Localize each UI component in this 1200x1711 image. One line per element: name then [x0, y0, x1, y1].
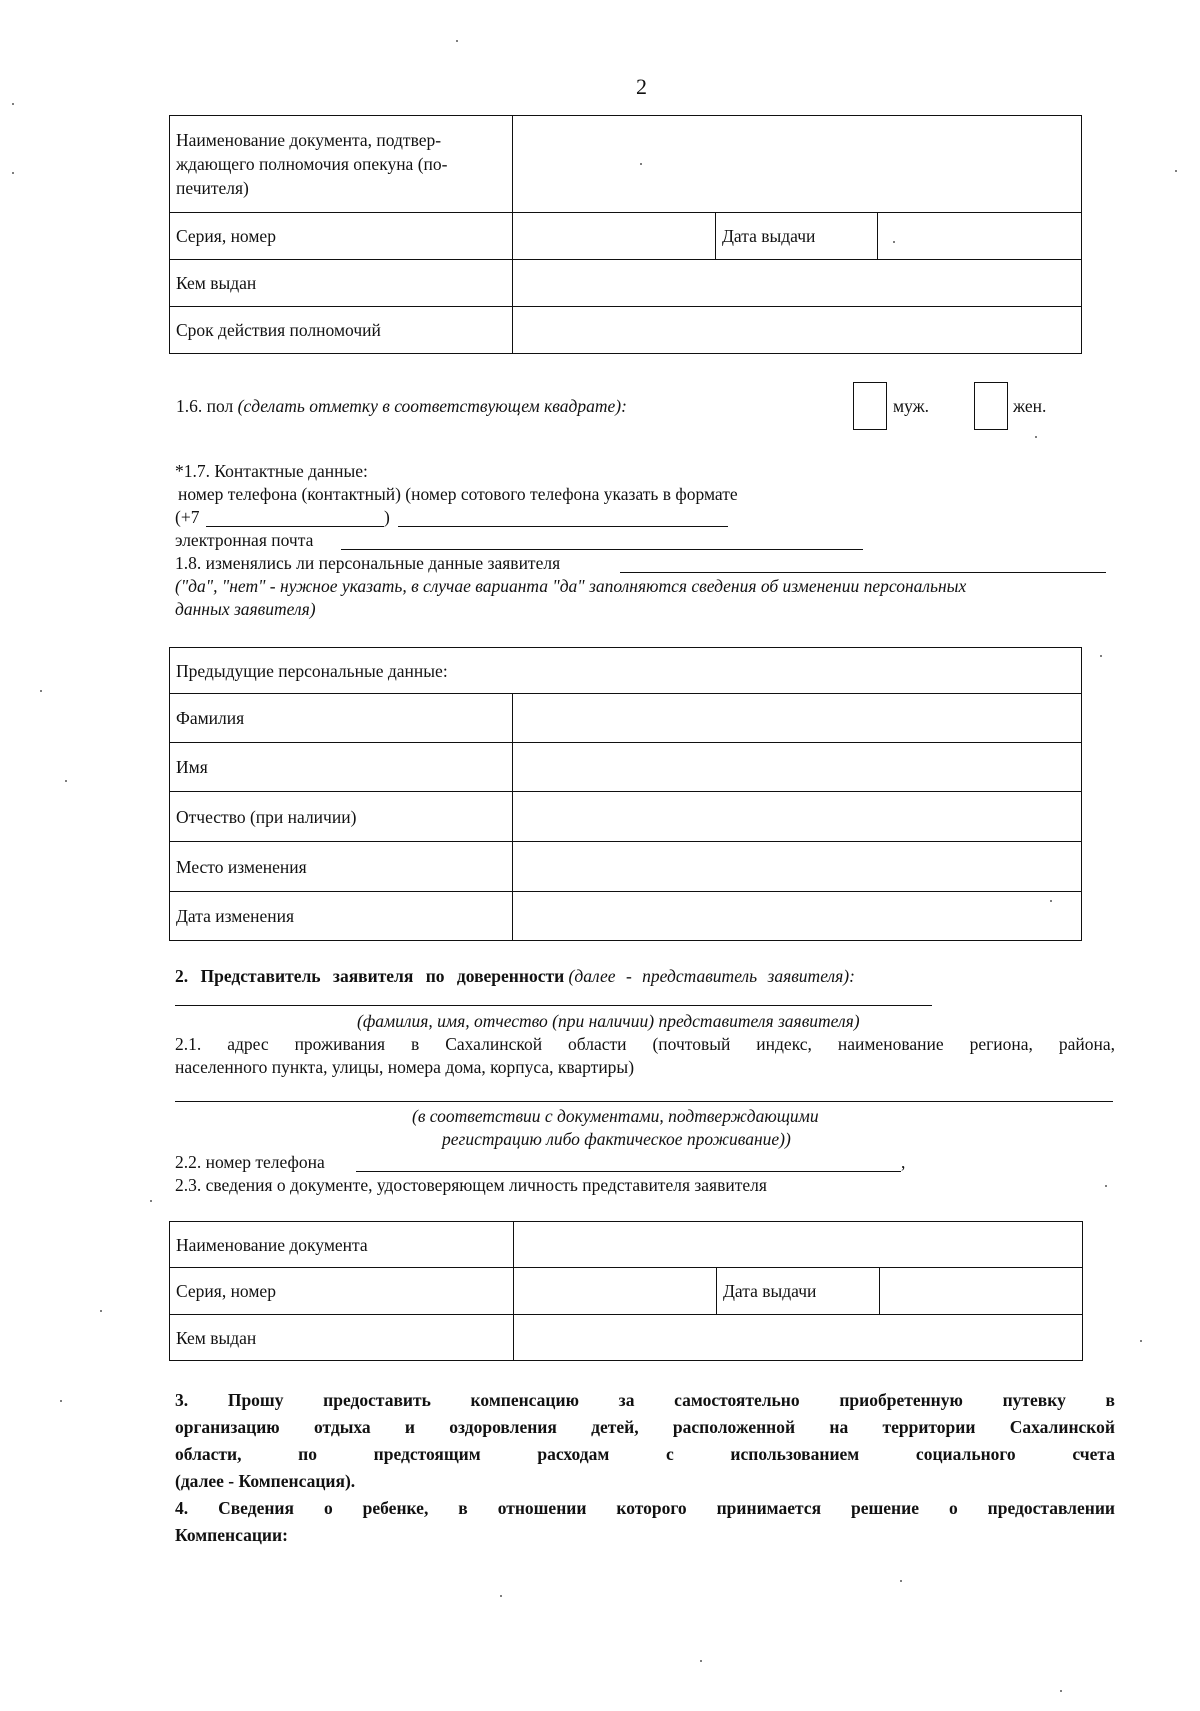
rep-document-label: 2.3. сведения о документе, удостоверяющем личность представителя заявителя	[175, 1175, 767, 1195]
address-line2: населенного пункта, улицы, номера дома, корпуса, квартиры)	[175, 1057, 635, 1077]
gender-label: 1.6. пол	[176, 396, 234, 416]
rep-issued-by-label: Кем выдан	[170, 1315, 514, 1361]
guardian-issued-by-field[interactable]	[513, 260, 1082, 307]
prev-name-field[interactable]	[513, 743, 1082, 792]
prev-patronymic-label: Отчество (при наличии)	[170, 792, 513, 842]
representative-document-table	[169, 1221, 1083, 1361]
contacts-heading: *1.7. Контактные данные:	[175, 461, 368, 481]
prev-surname-label: Фамилия	[170, 694, 513, 743]
change-place-label: Место изменения	[170, 842, 513, 892]
guardian-series-label: Серия, номер	[170, 213, 513, 260]
rep-series-field[interactable]	[514, 1268, 717, 1315]
phone-code-field[interactable]	[206, 526, 384, 527]
address-line1: 2.1. адрес проживания в Сахалинской области (почтовый индекс, наименование региона, района,	[175, 1034, 1115, 1054]
representative-heading-italic: (далее - представитель заявителя):	[568, 966, 855, 986]
guardian-doc-name-line3: печителя)	[176, 178, 249, 198]
prev-patronymic-field[interactable]	[513, 792, 1082, 842]
representative-heading	[175, 966, 855, 987]
changed-hint-line1: ("да", "нет" - нужное указать, в случае варианта "да" заполняются сведения об изменении персональных	[175, 576, 967, 596]
rep-date-field[interactable]	[880, 1268, 1083, 1315]
rep-date-label: Дата выдачи	[717, 1268, 880, 1315]
rep-doc-name-label: Наименование документа	[170, 1222, 514, 1268]
guardian-doc-name-label	[170, 116, 513, 213]
gender-hint: (сделать отметку в соответствующем квадрате):	[237, 396, 627, 416]
phone-number-field[interactable]	[398, 526, 728, 527]
section4-line2: Компенсации:	[175, 1525, 288, 1545]
male-label: муж.	[893, 396, 930, 416]
address-field[interactable]	[175, 1101, 1113, 1102]
previous-data-table	[169, 647, 1082, 941]
email-label: электронная почта	[175, 530, 314, 550]
section3-line1: 3. Прошу предоставить компенсацию за самостоятельно приобретенную путевку в	[175, 1390, 1115, 1410]
section4-line1: 4. Сведения о ребенке, в отношении которого принимается решение о предоставлении	[175, 1498, 1115, 1518]
guardian-doc-name-line1: Наименование документа, подтвер-	[176, 130, 442, 150]
rep-phone-field[interactable]	[356, 1171, 901, 1172]
address-caption-line1: (в соответствии с документами, подтверждающими	[412, 1106, 819, 1126]
guardian-date-field[interactable]	[878, 213, 1082, 260]
change-date-field[interactable]	[513, 892, 1082, 941]
section3-line4: (далее - Компенсация).	[175, 1471, 356, 1491]
guardian-validity-label: Срок действия полномочий	[170, 307, 513, 354]
guardian-doc-name-line2: ждающего полномочия опекуна (по-	[176, 154, 448, 174]
email-field[interactable]	[341, 549, 863, 550]
rep-phone-comma: ,	[901, 1152, 906, 1172]
previous-data-title: Предыдущие персональные данные:	[170, 648, 1082, 694]
representative-name-field[interactable]	[175, 1005, 932, 1006]
changed-hint-line2: данных заявителя)	[175, 599, 316, 619]
guardian-doc-name-field[interactable]	[513, 116, 1082, 213]
female-checkbox[interactable]	[974, 382, 1008, 430]
phone-close-paren: )	[384, 507, 390, 527]
rep-doc-name-field[interactable]	[514, 1222, 1083, 1268]
change-date-label: Дата изменения	[170, 892, 513, 941]
prev-surname-field[interactable]	[513, 694, 1082, 743]
rep-issued-by-field[interactable]	[514, 1315, 1083, 1361]
change-place-field[interactable]	[513, 842, 1082, 892]
phone-label: номер телефона (контактный) (номер сотового телефона указать в формате	[178, 484, 738, 504]
guardian-date-label: Дата выдачи	[716, 213, 878, 260]
male-checkbox[interactable]	[853, 382, 887, 430]
guardian-issued-by-label: Кем выдан	[170, 260, 513, 307]
representative-heading-bold: 2. Представитель заявителя по доверенности	[175, 966, 565, 986]
gender-row	[176, 396, 627, 417]
prev-name-label: Имя	[170, 743, 513, 792]
rep-series-label: Серия, номер	[170, 1268, 514, 1315]
guardian-document-table	[169, 115, 1082, 354]
section3-line2: организацию отдыха и оздоровления детей, расположенной на территории Сахалинской	[175, 1417, 1115, 1437]
representative-name-caption: (фамилия, имя, отчество (при наличии) представителя заявителя)	[357, 1011, 860, 1031]
rep-phone-label: 2.2. номер телефона	[175, 1152, 325, 1172]
page-number: 2	[636, 74, 647, 99]
guardian-series-field[interactable]	[513, 213, 716, 260]
guardian-validity-field[interactable]	[513, 307, 1082, 354]
changed-label: 1.8. изменялись ли персональные данные заявителя	[175, 553, 561, 573]
changed-field[interactable]	[620, 572, 1106, 573]
female-label: жен.	[1013, 396, 1047, 416]
phone-prefix: (+7	[175, 507, 200, 527]
address-caption-line2: регистрацию либо фактическое проживание))	[442, 1129, 791, 1149]
section3-line3: области, по предстоящим расходам с использованием социального счета	[175, 1444, 1115, 1464]
